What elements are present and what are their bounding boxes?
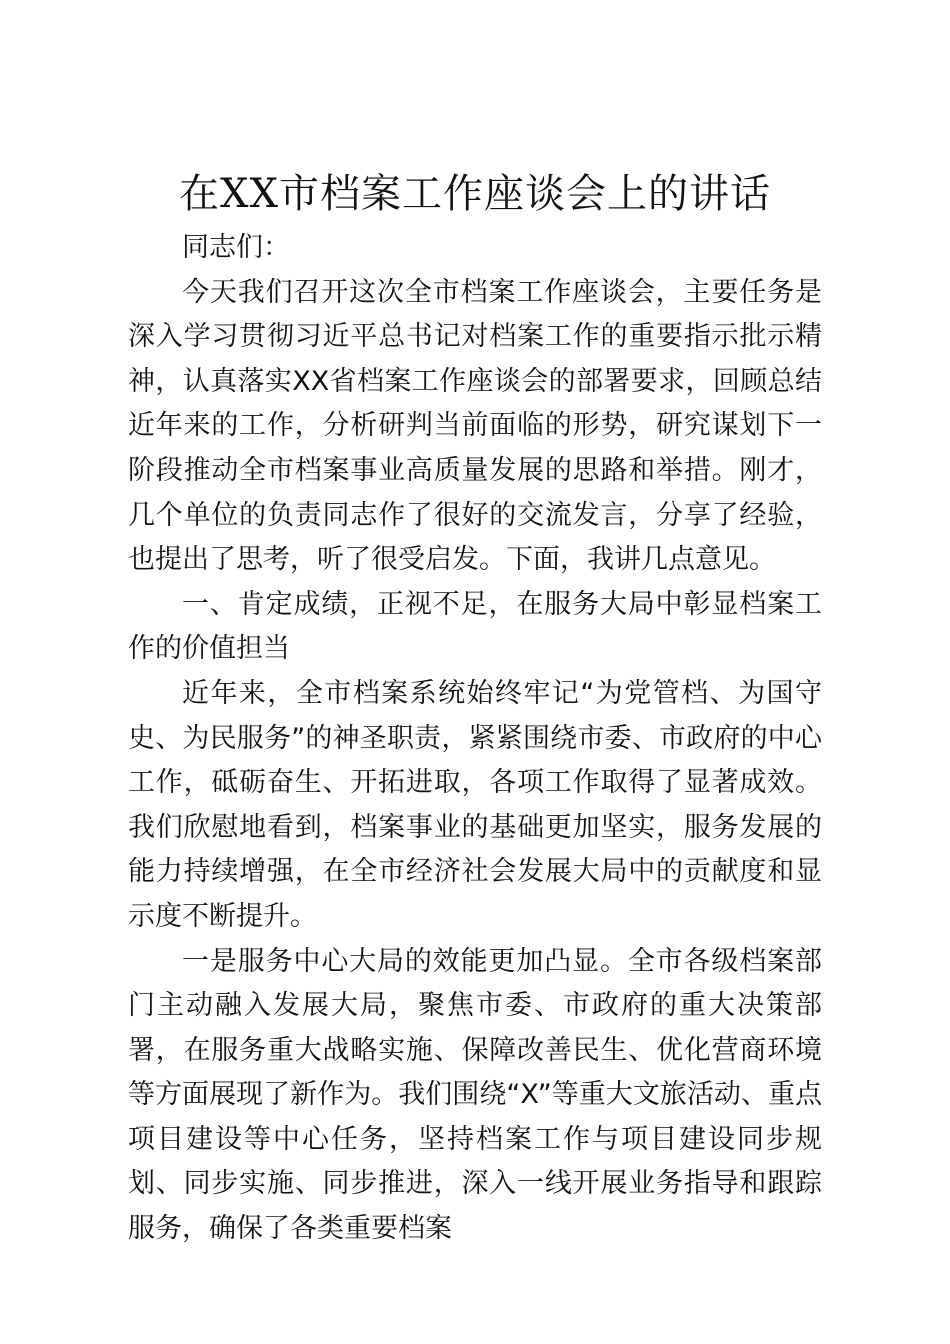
document-body — [128, 226, 822, 1252]
document-title: 在XX市档案工作座谈会上的讲话 — [179, 171, 771, 217]
paragraph-point-1: 一是服务中心大局的效能更加凸显。全市各级档案部门主动融入发展大局，聚焦市委、市政府的重大决策部署，在服务重大战略实施、保障改善民生、优化营商环境等方面展现了新作为。我们围绕“X”等重大文旅活动、重点项目建设等中心任务，坚持档案工作与项目建设同步规划、同步实施、同步推进，深入一线开展业务指导和跟踪服务，确保了各类重要档案 — [128, 945, 822, 1245]
paragraph-intro: 今天我们召开这次全市档案工作座谈会，主要任务是深入学习贯彻习近平总书记对档案工作的重要指示批示精神，认真落实XX省档案工作座谈会的部署要求，回顾总结近年来的工作，分析研判当前面临的形势，研究谋划下一阶段推动全市档案事业高质量发展的思路和举措。刚才，几个单位的负责同志作了很好的交流发言，分享了经验，也提出了思考，听了很受启发。下面，我讲几点意见。 — [128, 276, 822, 576]
section-heading-1: 一、肯定成绩，正视不足，在服务大局中彰显档案工作的价值担当 — [128, 588, 822, 665]
paragraph-achievements: 近年来，全市档案系统始终牢记“为党管档、为国守史、为民服务”的神圣职责，紧紧围绕市委、市政府的中心工作，砥砺奋生、开拓进取，各项工作取得了显著成效。我们欣慰地看到，档案事业的基础更加坚实，服务发展的能力持续增强，在全市经济社会发展大局中的贡献度和显示度不断提升。 — [128, 677, 822, 932]
salutation: 同志们： — [182, 232, 290, 263]
